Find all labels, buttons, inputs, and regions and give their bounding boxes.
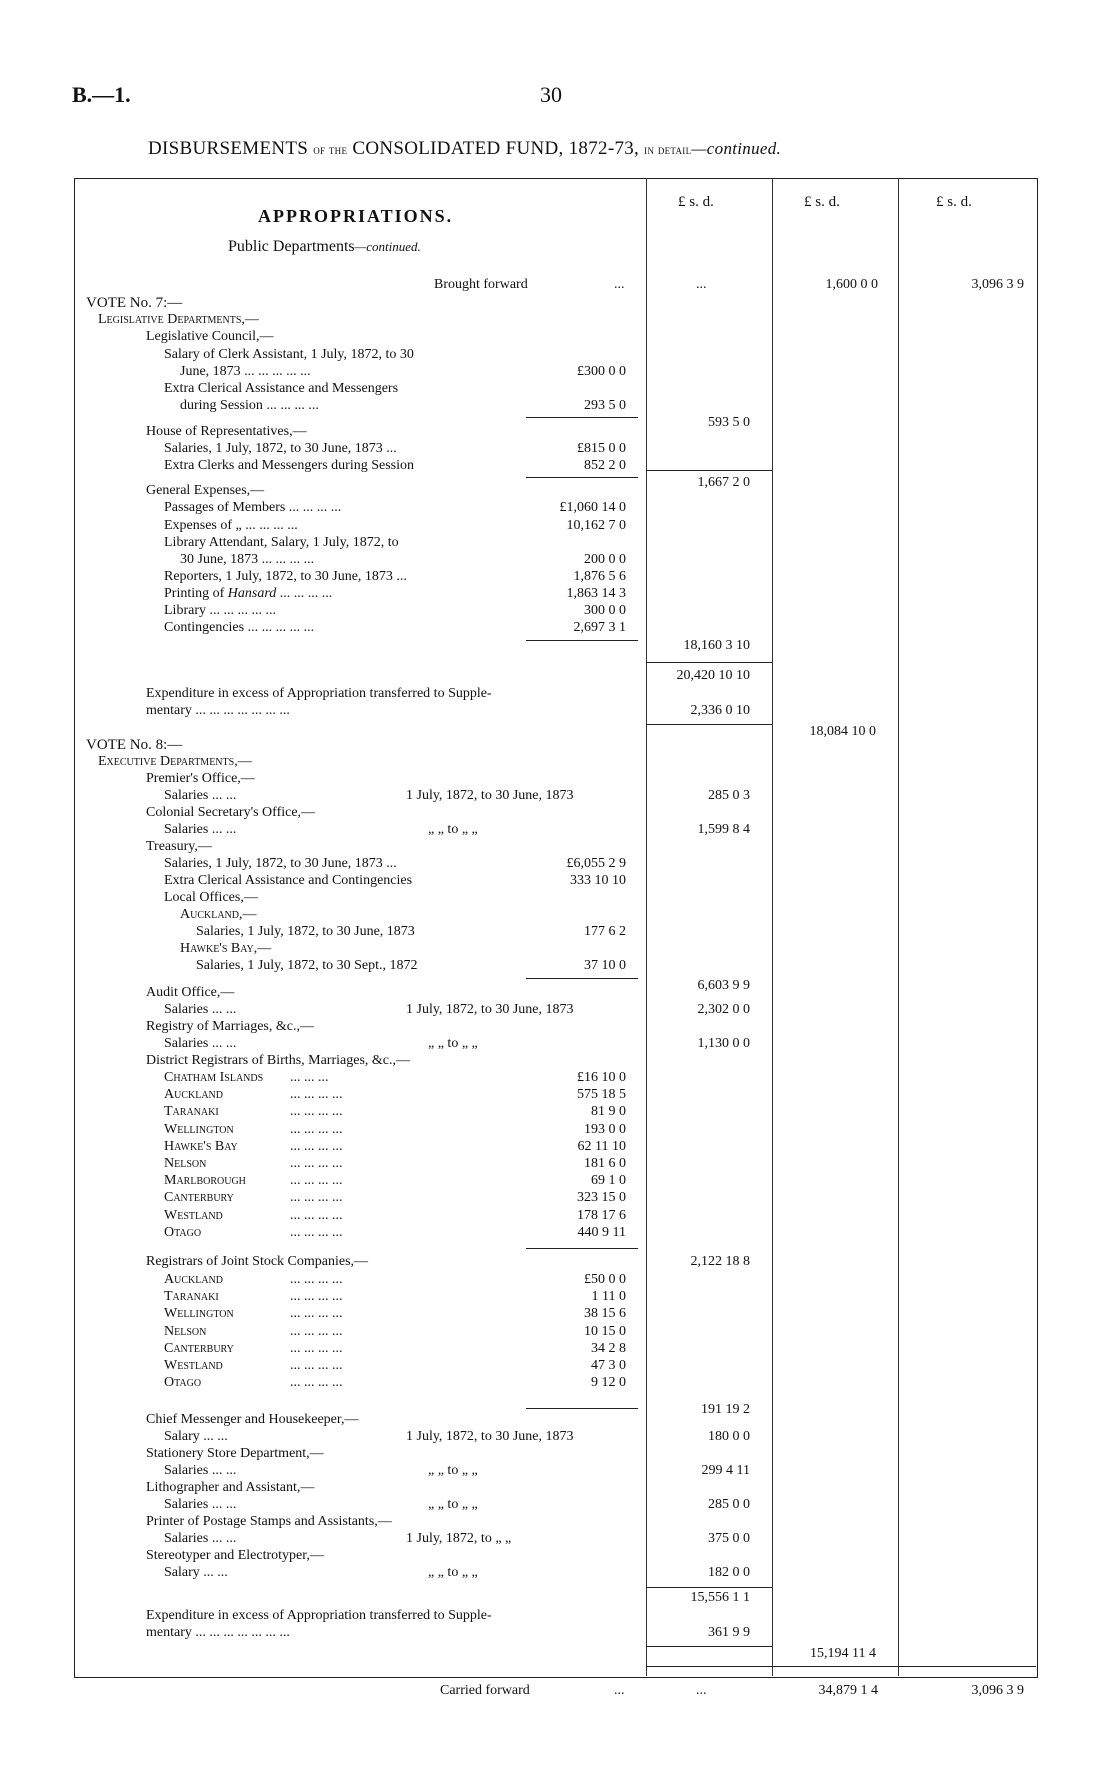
district-item-dots: ... ... ... ... <box>290 1121 343 1137</box>
district-item-amount: 575 18 5 <box>577 1087 626 1103</box>
stereotyper: Stereotyper and Electrotyper,— <box>146 1548 324 1563</box>
district-item-dots: ... ... ... ... <box>290 1087 343 1103</box>
district-item-name: Westland <box>164 1207 223 1223</box>
joint-stock-item-amount: 34 2 8 <box>591 1340 626 1356</box>
joint-stock-item-dots: ... ... ... ... <box>290 1289 343 1305</box>
library-attendant-2: 30 June, 1873 ... ... ... ... <box>180 552 315 567</box>
vote8-title: VOTE No. 8:— <box>86 737 183 753</box>
joint-stock-item-dots: ... ... ... ... <box>290 1323 343 1339</box>
joint-stock-item-dots: ... ... ... ... <box>290 1375 343 1391</box>
lithographer: Lithographer and Assistant,— <box>146 1480 315 1495</box>
rule <box>646 662 772 663</box>
clerk-line-1: Salary of Clerk Assistant, 1 July, 1872, to 30 <box>164 347 414 362</box>
title-continued: —continued. <box>691 139 782 158</box>
joint-stock-item-name: Taranaki <box>164 1289 219 1305</box>
hansard-dots: ... ... ... ... <box>279 586 333 601</box>
carried-forward-col3: 3,096 3 9 <box>971 1683 1024 1698</box>
vote7-dept: Legislative Departments,— <box>98 312 259 327</box>
extra-amount: 293 5 0 <box>584 398 626 413</box>
vote8-subtotal: 15,556 1 1 <box>690 1590 750 1605</box>
brought-forward-col1: ... <box>696 277 707 292</box>
district-item-name: Hawke's Bay <box>164 1138 238 1154</box>
rule <box>526 417 638 418</box>
house-total: 1,667 2 0 <box>697 475 750 490</box>
continued-label: —continued. <box>354 239 421 254</box>
rule <box>526 1408 638 1409</box>
treasury-salaries: Salaries, 1 July, 1872, to 30 June, 1873 ... <box>164 856 397 871</box>
stationery-store: Stationery Store Department,— <box>146 1446 324 1461</box>
district-item-name: Wellington <box>164 1121 234 1137</box>
hawkes-salaries: Salaries, 1 July, 1872, to 30 Sept., 1872 <box>196 958 418 973</box>
treasury-extra: Extra Clerical Assistance and Contingencies <box>164 873 413 888</box>
rule <box>526 640 638 641</box>
lithographer-period: „ „ to „ „ <box>428 1497 478 1512</box>
joint-stock-item-amount: 47 3 0 <box>591 1358 626 1373</box>
chief-period: 1 July, 1872, to 30 June, 1873 <box>406 1429 574 1444</box>
brought-forward-label: Brought forward <box>434 277 528 292</box>
vote8-excess-2: mentary ... ... ... ... ... ... ... <box>146 1625 290 1640</box>
stereotyper-amount: 182 0 0 <box>708 1565 750 1580</box>
hawkes-amount: 37 10 0 <box>584 958 626 973</box>
vote8-total: 15,194 11 4 <box>810 1646 876 1661</box>
printer-amount: 375 0 0 <box>708 1531 750 1546</box>
printer-period: 1 July, 1872, to „ „ <box>406 1531 512 1546</box>
vote7-excess-2: mentary ... ... ... ... ... ... ... <box>146 703 290 718</box>
district-total: 2,122 18 8 <box>690 1254 750 1269</box>
district-item-amount: 440 9 11 <box>577 1224 626 1240</box>
title-in-detail: in detail <box>644 142 692 157</box>
title-of-the: of the <box>313 142 348 157</box>
rule <box>646 1646 772 1647</box>
district-item-dots: ... ... ... ... <box>290 1104 343 1120</box>
vote7-subtotal: 20,420 10 10 <box>676 668 750 683</box>
col3-header: £ s. d. <box>936 194 972 210</box>
house-extra-amount: 852 2 0 <box>584 458 626 473</box>
joint-stock-item-amount: £50 0 0 <box>584 1272 626 1287</box>
vote8-excess-amount: 361 9 9 <box>708 1625 750 1640</box>
local-hawkes-bay: Hawke's Bay,— <box>180 941 272 956</box>
joint-stock-item-dots: ... ... ... ... <box>290 1306 343 1322</box>
vote7-excess-amount: 2,336 0 10 <box>690 703 750 718</box>
premier-amount: 285 0 3 <box>708 788 750 803</box>
brought-forward-dots: ... <box>614 277 625 292</box>
printer-salaries: Salaries ... ... <box>164 1531 237 1546</box>
joint-stock-total: 191 19 2 <box>701 1402 750 1417</box>
reporters-amount: 1,876 5 6 <box>573 569 626 584</box>
hansard-title: Hansard <box>227 586 277 601</box>
rule <box>526 978 638 979</box>
chief-amount: 180 0 0 <box>708 1429 750 1444</box>
brought-forward-col2: 1,600 0 0 <box>825 277 878 292</box>
col1-header: £ s. d. <box>678 194 714 210</box>
district-registrars: District Registrars of Births, Marriages, &c.,— <box>146 1053 411 1068</box>
colonial-salaries: Salaries ... ... <box>164 822 237 837</box>
public-departments-label: Public Departments <box>228 238 355 255</box>
district-item-name: Chatham Islands <box>164 1070 264 1085</box>
district-item-dots: ... ... ... ... <box>290 1173 343 1189</box>
joint-stock-item-name: Nelson <box>164 1323 207 1339</box>
page-number: 30 <box>540 82 562 107</box>
district-item-dots: ... ... ... ... <box>290 1207 343 1223</box>
vote7-excess-1: Expenditure in excess of Appropriation transferred to Supple- <box>146 686 492 701</box>
general-expenses: General Expenses,— <box>146 483 265 498</box>
district-item-amount: 69 1 0 <box>591 1173 626 1189</box>
joint-stock-item-amount: 9 12 0 <box>591 1375 626 1391</box>
passages-amount: £1,060 14 0 <box>559 500 626 515</box>
carried-forward-label: Carried forward <box>440 1683 530 1698</box>
document-reference: B.—1. <box>72 82 131 107</box>
district-item-dots: ... ... ... ... <box>290 1190 343 1206</box>
joint-stock-item-amount: 10 15 0 <box>584 1323 626 1339</box>
expenses-amount: 10,162 7 0 <box>566 518 626 533</box>
joint-stock-item-name: Westland <box>164 1358 223 1373</box>
district-item-amount: 178 17 6 <box>577 1207 626 1223</box>
carried-forward-col1: ... <box>696 1683 707 1698</box>
premier-salaries: Salaries ... ... <box>164 788 237 803</box>
district-item-name: Marlborough <box>164 1173 246 1189</box>
contingencies-label: Contingencies ... ... ... ... ... <box>164 620 315 635</box>
lithographer-amount: 285 0 0 <box>708 1497 750 1512</box>
general-total: 18,160 3 10 <box>683 638 750 653</box>
title-main: DISBURSEMENTS <box>148 138 309 159</box>
registry-amount: 1,130 0 0 <box>697 1036 750 1051</box>
stereotyper-period: „ „ to „ „ <box>428 1565 478 1580</box>
house-extra: Extra Clerks and Messengers during Session <box>164 458 415 473</box>
library-attendant-1: Library Attendant, Salary, 1 July, 1872, to <box>164 535 399 550</box>
district-item-amount: 323 15 0 <box>577 1190 626 1206</box>
local-offices: Local Offices,— <box>164 890 258 905</box>
auckland-salaries: Salaries, 1 July, 1872, to 30 June, 1873 <box>196 924 415 939</box>
extra-line-1: Extra Clerical Assistance and Messengers <box>164 381 399 396</box>
vote8-excess-1: Expenditure in excess of Appropriation transferred to Supple- <box>146 1608 492 1623</box>
district-item-amount: 193 0 0 <box>584 1121 626 1137</box>
joint-stock-registrars: Registrars of Joint Stock Companies,— <box>146 1254 369 1269</box>
hansard-prefix: Printing of <box>164 586 225 601</box>
page-title <box>148 138 781 160</box>
clerk-amount: £300 0 0 <box>577 364 626 379</box>
audit-amount: 2,302 0 0 <box>697 1002 750 1017</box>
rule <box>646 1666 1036 1667</box>
stationery-amount: 299 4 11 <box>701 1463 750 1478</box>
district-item-dots: ... ... ... ... <box>290 1224 343 1240</box>
carried-forward-dots: ... <box>614 1683 625 1698</box>
stationery-period: „ „ to „ „ <box>428 1463 478 1478</box>
rule <box>646 470 772 471</box>
audit-period: 1 July, 1872, to 30 June, 1873 <box>406 1002 574 1017</box>
premier-office: Premier's Office,— <box>146 771 255 786</box>
colonial-amount: 1,599 8 4 <box>697 822 750 837</box>
hansard-label <box>164 586 332 602</box>
joint-stock-item-dots: ... ... ... ... <box>290 1272 343 1287</box>
district-item-amount: 181 6 0 <box>584 1156 626 1171</box>
stereotyper-salary: Salary ... ... <box>164 1565 228 1580</box>
chief-messenger: Chief Messenger and Housekeeper,— <box>146 1412 359 1427</box>
district-item-amount: 62 11 10 <box>577 1138 626 1154</box>
district-item-dots: ... ... ... <box>290 1070 329 1085</box>
library-amount: 300 0 0 <box>584 603 626 618</box>
treasury-salaries-amount: £6,055 2 9 <box>566 856 626 871</box>
audit-salaries: Salaries ... ... <box>164 1002 237 1017</box>
joint-stock-item-name: Wellington <box>164 1306 234 1322</box>
colonial-office: Colonial Secretary's Office,— <box>146 805 316 820</box>
audit-office: Audit Office,— <box>146 985 235 1000</box>
joint-stock-item-name: Canterbury <box>164 1340 234 1356</box>
joint-stock-item-dots: ... ... ... ... <box>290 1358 343 1373</box>
legislative-council: Legislative Council,— <box>146 329 274 344</box>
contingencies-amount: 2,697 3 1 <box>573 620 626 635</box>
treasury-extra-amount: 333 10 10 <box>570 873 626 888</box>
column-rule-3 <box>898 178 899 1676</box>
chief-salary: Salary ... ... <box>164 1429 228 1444</box>
lithographer-salaries: Salaries ... ... <box>164 1497 237 1512</box>
house-salaries: Salaries, 1 July, 1872, to 30 June, 1873 ... <box>164 441 397 456</box>
district-item-dots: ... ... ... ... <box>290 1156 343 1171</box>
vote7-title: VOTE No. 7:— <box>86 295 183 311</box>
joint-stock-item-dots: ... ... ... ... <box>290 1340 343 1356</box>
hansard-amount: 1,863 14 3 <box>566 586 626 601</box>
house-salaries-amount: £815 0 0 <box>577 441 626 456</box>
registry: Registry of Marriages, &c.,— <box>146 1019 314 1034</box>
district-item-name: Otago <box>164 1224 202 1240</box>
district-item-name: Nelson <box>164 1156 207 1171</box>
district-item-dots: ... ... ... ... <box>290 1138 343 1154</box>
vote8-dept: Executive Departments,— <box>98 754 252 769</box>
registry-period: „ „ to „ „ <box>428 1036 478 1051</box>
col2-header: £ s. d. <box>804 194 840 210</box>
library-label: Library ... ... ... ... ... <box>164 603 276 618</box>
council-total: 593 5 0 <box>708 415 750 430</box>
brought-forward-col3: 3,096 3 9 <box>971 277 1024 292</box>
public-departments-heading <box>228 238 421 256</box>
auckland-amount: 177 6 2 <box>584 924 626 939</box>
vote7-total: 18,084 10 0 <box>809 724 876 739</box>
expenses-label: Expenses of „ ... ... ... ... <box>164 518 298 533</box>
treasury: Treasury,— <box>146 839 212 854</box>
joint-stock-item-name: Auckland <box>164 1272 223 1287</box>
joint-stock-item-amount: 1 11 0 <box>591 1289 626 1305</box>
district-item-amount: £16 10 0 <box>577 1070 626 1085</box>
printer-stamps: Printer of Postage Stamps and Assistants,— <box>146 1514 392 1529</box>
column-rule-2 <box>772 178 773 1676</box>
appropriations-heading: APPROPRIATIONS. <box>258 206 454 226</box>
rule <box>526 1248 638 1249</box>
reporters-label: Reporters, 1 July, 1872, to 30 June, 1873 ... <box>164 569 407 584</box>
joint-stock-item-name: Otago <box>164 1375 202 1391</box>
rule <box>646 1587 772 1588</box>
rule <box>646 724 772 725</box>
rule <box>526 477 638 478</box>
district-item-name: Taranaki <box>164 1104 219 1120</box>
column-rule-1 <box>646 178 647 1676</box>
district-item-name: Auckland <box>164 1087 223 1103</box>
stationery-salaries: Salaries ... ... <box>164 1463 237 1478</box>
registry-salaries: Salaries ... ... <box>164 1036 237 1051</box>
clerk-line-2: June, 1873 ... ... ... ... ... <box>180 364 311 379</box>
library-attendant-amount: 200 0 0 <box>584 552 626 567</box>
district-item-name: Canterbury <box>164 1190 234 1206</box>
colonial-period: „ „ to „ „ <box>428 822 478 837</box>
passages-label: Passages of Members ... ... ... ... <box>164 500 342 515</box>
joint-stock-item-amount: 38 15 6 <box>584 1306 626 1322</box>
house-of-representatives: House of Representatives,— <box>146 424 307 439</box>
local-auckland: Auckland,— <box>180 907 257 922</box>
title-fund: CONSOLIDATED FUND, 1872-73, <box>352 138 640 159</box>
carried-forward-col2: 34,879 1 4 <box>818 1683 878 1698</box>
premier-period: 1 July, 1872, to 30 June, 1873 <box>406 788 574 803</box>
district-item-amount: 81 9 0 <box>591 1104 626 1120</box>
treasury-total: 6,603 9 9 <box>697 978 750 993</box>
extra-line-2: during Session ... ... ... ... <box>180 398 319 413</box>
